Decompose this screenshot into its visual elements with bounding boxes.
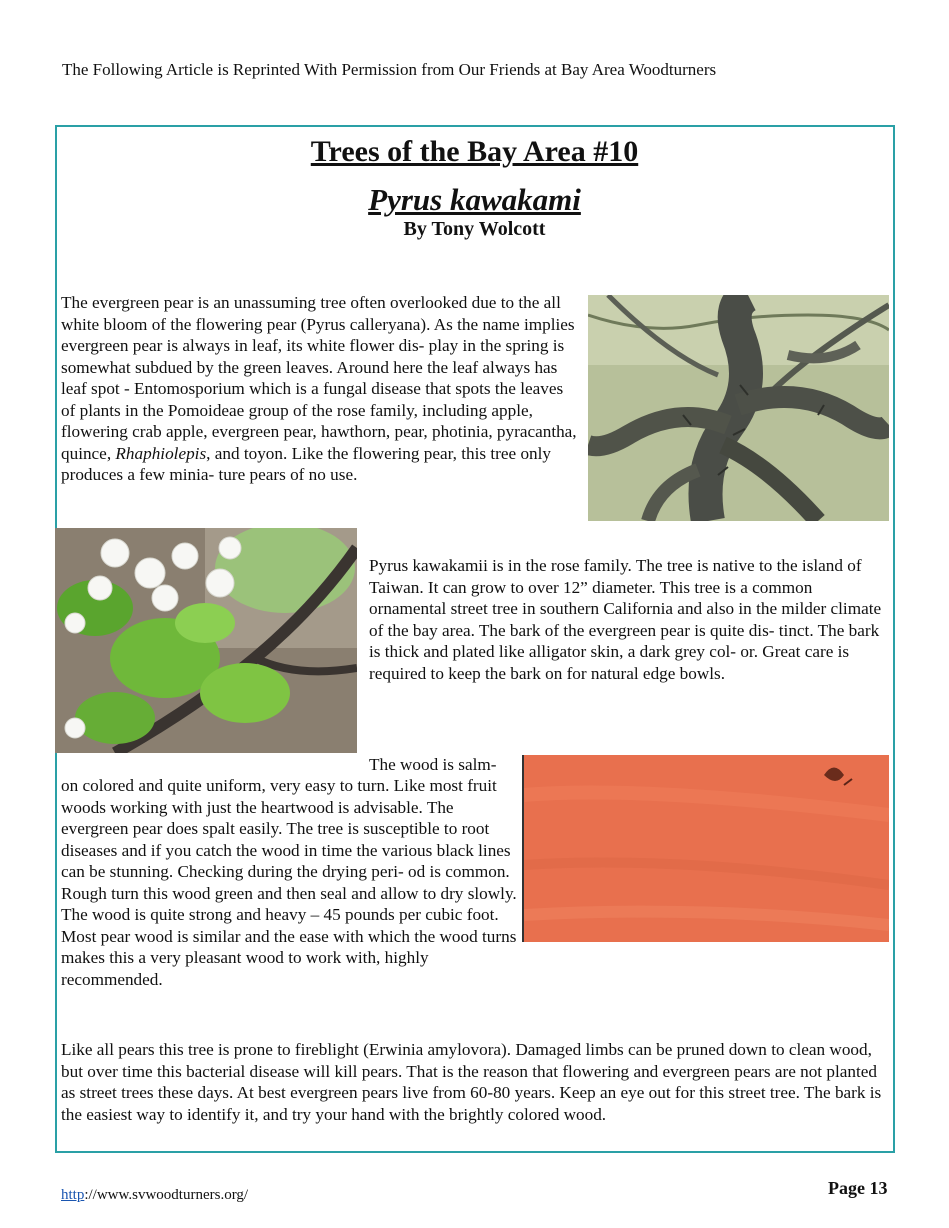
paragraph-wood: on colored and quite uniform, very easy to turn. Like most fruit woods working with just the heartwood is advisable. The evergreen pear does spalt easily. The tree is susceptible to root diseases and if you catch the wood in time the various black lines can be stunning. Checking during the drying peri- od is common. Rough turn this wood green and then seal and allow to dry slowly. The wood is quite strong and heavy – 45 pounds per cubic foot. Most pear wood is similar and the ease with which the wood turns makes this a very pleasant wood to work with, highly recommended. <box>61 776 517 989</box>
tree-bark-photo <box>588 295 889 521</box>
wood-sample-photo <box>522 755 889 942</box>
footer-url[interactable] <box>61 1187 248 1204</box>
paragraph-intro <box>61 292 579 486</box>
paragraph-origin: Pyrus kawakamii is in the rose family. The tree is native to the island of Taiwan. It can grow to over 12” diameter. This tree is a common ornamental street tree in southern California and also in the milder climate of the bay area. The bark of the evergreen pear is quite dis- tinct. The bark is thick and plated like alligator skin, a dark grey col- or. Great care is required to keep the bark on for natural edge bowls. <box>369 556 882 683</box>
paragraph-wood-start: The wood is salm- <box>369 755 497 774</box>
paragraph-intro-text-a: The evergreen pear is an unassuming tree often overlooked due to the all white bloom of the flowering pear (Pyrus calleryana). As the name implies evergreen pear is always in leaf, its white flower dis- play in the spring is somewhat subdued by the green leaves. Around here the leaf always has leaf spot - Entomosporium which is a fungal disease that spots the leaves of plants in the Pomoideae group of the rose family, including apple, flowering crab apple, evergreen pear, hawthorn, pear, photinia, pyracantha, quince, <box>61 293 577 463</box>
paragraph-intro-italic: Rhaphiolepis <box>115 443 207 463</box>
footer-url-link[interactable]: http <box>61 1187 85 1203</box>
paragraph-intro-text-b: , and toyon. Like the flowering pear, this tree only produces a few minia- ture pears of no use. <box>61 443 552 484</box>
paragraph-fireblight: Like all pears this tree is prone to fireblight (Erwinia amylovora). Damaged limbs can be pruned down to clean wood, but over time this bacterial disease will kill pears. That is the reason that flowering and evergreen pears are not planted as street trees these days. At best evergreen pears live from 60-80 years. Keep an eye out for this street tree. The bark is the easiest way to identify it, and try your hand with the brightly colored wood. <box>61 1040 882 1124</box>
pear-blossom-photo <box>55 528 357 753</box>
reprint-note: The Following Article is Reprinted With Permission from Our Friends at Bay Area Woodturners <box>62 60 717 79</box>
footer-url-rest: ://www.svwoodturners.org/ <box>84 1187 249 1203</box>
page-number: Page 13 <box>828 1178 888 1198</box>
article-title: Trees of the Bay Area #10 <box>310 135 639 168</box>
article-byline: By Tony Wolcott <box>403 218 546 240</box>
article-subtitle: Pyrus kawakami <box>368 182 581 217</box>
